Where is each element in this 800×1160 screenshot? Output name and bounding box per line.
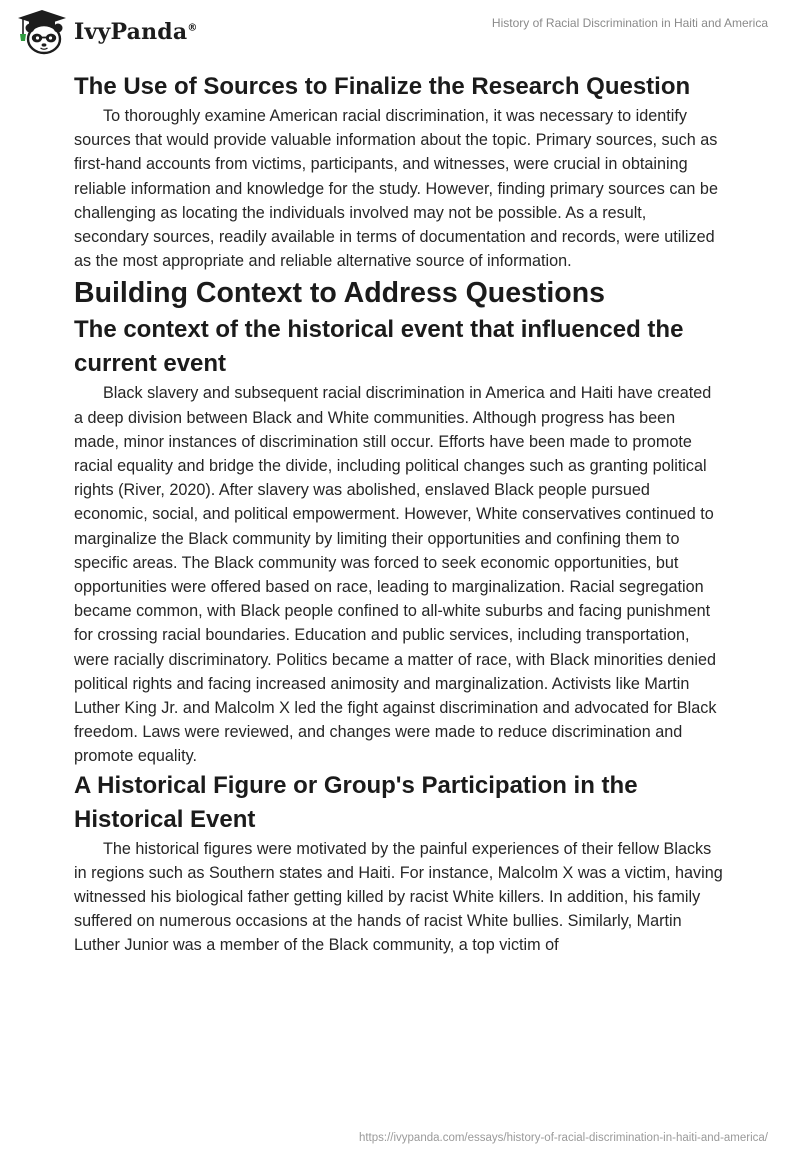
paragraph-historical-figure: The historical figures were motivated by the painful experiences of their fellow Blacks in regions such as Southern states and Haiti. For instance, Malcolm X was a victim, having witnessed his biological father getting killed by racist White killers. In addition, his family suffered on numerous occasions at the hands of racist White bullies. Similarly, Martin Luther Junior was a member of the Black community, a top victim of [74, 839, 723, 955]
paragraph-sources: To thoroughly examine American racial discrimination, it was necessary to identify sources that would provide valuable information about the topic. Primary sources, such as first-hand accounts from victims, participants, and witnesses, were crucial in obtaining reliable information and knowledge for the study. However, finding primary sources can be challenging as locating the individuals involved may not be possible. As a result, secondary sources, readily available in terms of documentation and records, were utilized as the most appropriate and reliable alternative source of information. [74, 107, 718, 271]
section-heading-sources: The Use of Sources to Finalize the Research Question [74, 73, 691, 100]
page-header [0, 0, 800, 62]
source-url[interactable]: https://ivypanda.com/essays/history-of-racial-discrimination-in-haiti-and-america/ [358, 1132, 768, 1144]
essay-content [74, 70, 724, 958]
brand-name: IvyPanda® [74, 19, 198, 45]
paragraph-historical-context: Black slavery and subsequent racial discrimination in America and Haiti have created a deep division between Black and White communities. Although progress has been made, minor instances of discrimination still occur. Efforts have been made to promote racial equality and bridge the divide, including political changes such as granting political rights (River, 2020). After slavery was abolished, enslaved Black people pursued economic, social, and political empowerment. However, White conservatives continued to marginalize the Black community by limiting their opportunities and confining them to specific areas. The Black community was forced to seek economic opportunities, but opportunities were offered based on race, leading to marginalization. Racial segregation became common, with Black people confined to all-white suburbs and facing punishment for crossing racial boundaries. Education and public services, including transportation, were racially discriminatory. Politics became a matter of race, with Black minorities denied political rights and facing increased animosity and marginalization. Activists like Martin Luther King Jr. and Malcolm X led the fight against discrimination and advocated for Black freedom. Laws were reviewed, and changes were made to reduce discrimination and promote equality. [74, 384, 717, 766]
document-title: History of Racial Discrimination in Haiti and America [491, 16, 768, 30]
section-heading-building-context: Building Context to Address Questions [74, 277, 605, 310]
registered-mark: ® [187, 22, 198, 34]
section-heading-historical-context: The context of the historical event that influenced the current event [74, 316, 684, 378]
panda-graduate-logo-icon [14, 8, 70, 56]
section-heading-historical-figure: A Historical Figure or Group's Participation in the Historical Event [74, 771, 638, 833]
brand-logo[interactable] [14, 8, 198, 56]
